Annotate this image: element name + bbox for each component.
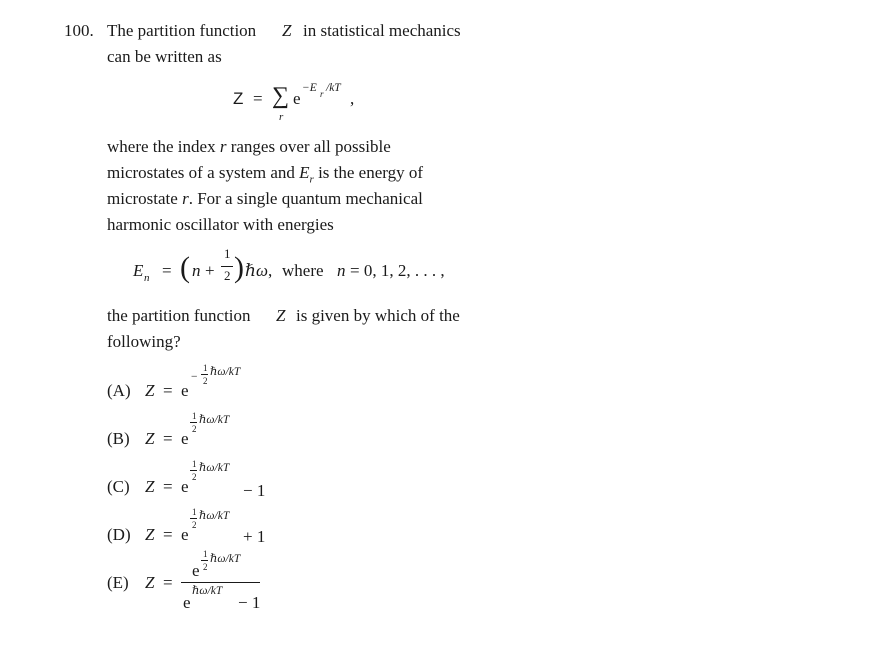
body-line-4: harmonic oscillator with energies bbox=[107, 215, 334, 234]
choice-e-num-exp-num: 1 bbox=[203, 549, 208, 559]
sigma-index: r bbox=[279, 111, 284, 123]
choice-c-equals: = bbox=[163, 477, 173, 496]
choice-e-den-exp: ℏω/kT bbox=[192, 585, 223, 597]
eq1-base: e bbox=[293, 89, 301, 108]
eq2-n: n bbox=[192, 261, 201, 280]
choice-b-exp-tail: ℏω/kT bbox=[199, 414, 230, 426]
choice-c-base: e bbox=[181, 477, 189, 496]
intro-z: Z bbox=[282, 21, 292, 40]
choice-e-label: (E) bbox=[107, 573, 129, 592]
eq2-frac-num: 1 bbox=[224, 246, 231, 261]
choice-d-exp-num: 1 bbox=[192, 507, 197, 517]
choice-e-num-exp-tail: ℏω/kT bbox=[210, 553, 241, 565]
choice-a-exp-den: 2 bbox=[203, 376, 208, 386]
choice-c-exp-tail: ℏω/kT bbox=[199, 462, 230, 474]
eq1-lhs: Z bbox=[233, 89, 244, 108]
choice-b-equals: = bbox=[163, 429, 173, 448]
after-line-1-z: Z bbox=[276, 306, 286, 325]
choice-d-tail: + 1 bbox=[243, 527, 266, 546]
choice-d-label: (D) bbox=[107, 525, 131, 544]
eq2-lhs-sub: n bbox=[144, 272, 150, 284]
after-line-1b: is given by which of the bbox=[296, 306, 460, 325]
eq1-comma: , bbox=[350, 89, 355, 108]
eq2-where: where bbox=[282, 261, 324, 280]
choice-c-exp-num: 1 bbox=[192, 459, 197, 469]
body-line-1: where the index r ranges over all possible bbox=[107, 137, 391, 156]
choice-b-exp-den: 2 bbox=[192, 424, 197, 434]
choice-e-z: Z bbox=[145, 573, 155, 592]
choice-a-exp-num: 1 bbox=[203, 363, 208, 373]
choice-e-den-base: e bbox=[183, 593, 191, 612]
choice-a-exp-sign: − bbox=[191, 371, 198, 383]
choice-c-label: (C) bbox=[107, 477, 130, 496]
choice-a-label: (A) bbox=[107, 381, 131, 400]
eq2-hbar-omega: ℏω bbox=[245, 261, 268, 280]
body-line-2: microstates of a system and $E_r$ is the energy of bbox=[107, 163, 424, 186]
eq1-exponent: −E bbox=[302, 82, 317, 94]
choice-a-equals: = bbox=[163, 381, 173, 400]
eq2-lhs: E bbox=[133, 261, 144, 280]
eq2-values: = 0, 1, 2, . . . , bbox=[350, 261, 445, 280]
sigma-symbol: ∑ bbox=[272, 83, 290, 109]
eq1-exponent-sub: r bbox=[320, 89, 324, 99]
eq2-comma: , bbox=[268, 261, 273, 280]
choice-e-equals: = bbox=[163, 573, 173, 592]
body-line-3: microstate r. For a single quantum mechanical bbox=[107, 189, 423, 208]
choice-d-exp-tail: ℏω/kT bbox=[199, 510, 230, 522]
choice-e-num-exp-den: 2 bbox=[203, 562, 208, 572]
eq1-equals: = bbox=[253, 89, 263, 108]
question-number: 100. bbox=[64, 21, 94, 40]
choice-a-z: Z bbox=[145, 381, 155, 400]
choice-b-exp-num: 1 bbox=[192, 411, 197, 421]
choice-d-base: e bbox=[181, 525, 189, 544]
choice-c-z: Z bbox=[145, 477, 155, 496]
choice-a-exp-tail: ℏω/kT bbox=[210, 366, 241, 378]
choice-b-label: (B) bbox=[107, 429, 130, 448]
choice-d-equals: = bbox=[163, 525, 173, 544]
intro-line-2: can be written as bbox=[107, 47, 222, 66]
choice-b-base: e bbox=[181, 429, 189, 448]
choice-e-num-base: e bbox=[192, 561, 200, 580]
choice-d-exp-den: 2 bbox=[192, 520, 197, 530]
choice-e-den-tail: − 1 bbox=[238, 593, 261, 612]
after-line-2: following? bbox=[107, 332, 181, 351]
after-line-1a: the partition function bbox=[107, 306, 251, 325]
eq2-n2: n bbox=[337, 261, 346, 280]
choice-c-exp-den: 2 bbox=[192, 472, 197, 482]
eq2-lparen: ( bbox=[180, 251, 190, 284]
eq2-frac-bar bbox=[221, 266, 233, 267]
choice-a-base: e bbox=[181, 381, 189, 400]
eq1-exponent-tail: /kT bbox=[326, 82, 341, 94]
choice-e-fraction-bar bbox=[181, 582, 260, 583]
intro-text-a: The partition function bbox=[107, 21, 257, 40]
eq2-rparen: ) bbox=[234, 251, 244, 284]
eq2-equals: = bbox=[162, 261, 172, 280]
eq2-frac-den: 2 bbox=[224, 268, 231, 283]
choice-d-z: Z bbox=[145, 525, 155, 544]
choice-b-z: Z bbox=[145, 429, 155, 448]
eq2-plus: + bbox=[205, 261, 215, 280]
intro-text-b: in statistical mechanics bbox=[303, 21, 461, 40]
choice-c-tail: − 1 bbox=[243, 481, 266, 500]
